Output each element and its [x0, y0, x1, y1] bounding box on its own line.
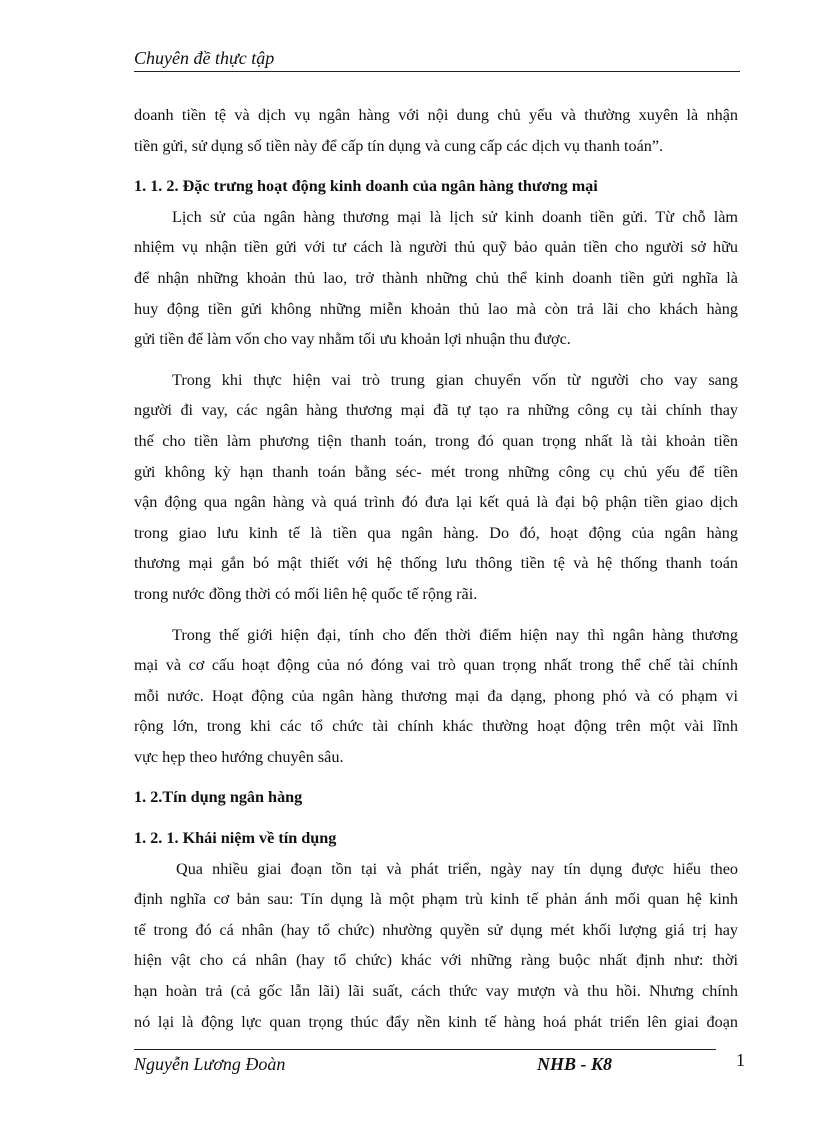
text-line: người đi vay, các ngân hàng thương mại đã tự tạo ra những công cụ tài chính thay — [134, 401, 738, 420]
text-line: hạn hoàn trả (cả gốc lẫn lãi) lãi suất, cách thức vay mượn và thu hồi. Nhưng chính — [134, 982, 738, 1001]
text-line: trong nước đồng thời có mối liên hệ quốc tế rộng rãi. — [134, 584, 478, 603]
text-line: thương mại gắn bó mật thiết với hệ thống lưu thông tiền tệ và hệ thống thanh toán — [134, 554, 738, 573]
text-line: tế trong đó cá nhân (hay tổ chức) nhường quyền sử dụng mét khối lượng giá trị hay — [134, 920, 738, 939]
text-line: hiện vật cho cá nhân (hay tổ chức) khác với những ràng buộc nhất định như: thời — [134, 951, 738, 970]
text-line: mại và cơ cấu hoạt động của nó đóng vai trò quan trọng nhất trong thể chế tài chính — [134, 656, 738, 675]
text-line: Qua nhiều giai đoạn tồn tại và phát triển, ngày nay tín dụng được hiểu theo — [176, 859, 738, 878]
footer-divider — [134, 1049, 716, 1050]
text-line: Lịch sử của ngân hàng thương mại là lịch sử kinh doanh tiền gửi. Từ chỗ làm — [172, 207, 738, 226]
text-line: vận động qua ngân hàng và quá trình đó đưa lại kết quả là đại bộ phận tiền giao dịch — [134, 493, 738, 512]
text-line: nó lại là động lực quan trọng thúc đẩy nền kinh tế hàng hoá phát triển lên giai đoạn — [134, 1012, 738, 1031]
text-line: Trong thế giới hiện đại, tính cho đến thời điểm hiện nay thì ngân hàng thương — [172, 625, 738, 644]
text-line: để nhận những khoản thủ lao, trở thành những chủ thể kinh doanh tiền gửi nghĩa là — [134, 268, 738, 287]
text-line: nhiệm vụ nhận tiền gửi với tư cách là người thủ quỹ bảo quản tiền cho người sở hữu — [134, 238, 738, 257]
section-heading-1-2-1: 1. 2. 1. Khái niệm về tín dụng — [134, 829, 337, 848]
footer-author: Nguyễn Lương Đoàn — [134, 1054, 286, 1074]
text-line: trong giao lưu kinh tế là tiền qua ngân hàng. Do đó, hoạt động của ngân hàng — [134, 523, 738, 542]
footer-class: NHB - K8 — [537, 1054, 613, 1074]
page-number: 1 — [736, 1050, 745, 1070]
text-line: huy động tiền gửi không những miễn khoản thủ lao mà còn trả lãi cho khách hàng — [134, 299, 738, 318]
text-line: gửi không kỳ hạn thanh toán bằng séc- mét trong những công cụ chủ yếu để tiền — [134, 462, 738, 481]
document-body — [134, 100, 738, 1037]
text-line: doanh tiền tệ và dịch vụ ngân hàng với nội dung chủ yếu và thường xuyên là nhận — [134, 106, 738, 124]
text-line: thế cho tiền làm phương tiện thanh toán, trong đó quan trọng nhất là tài khoản tiền — [134, 431, 738, 450]
page-header — [134, 48, 740, 72]
text-line: vực hẹp theo hướng chuyên sâu. — [134, 747, 344, 766]
section-heading-1-1-2: 1. 1. 2. Đặc trưng hoạt động kinh doanh của ngân hàng thương mại — [134, 177, 598, 196]
text-line: Trong khi thực hiện vai trò trung gian chuyển vốn từ người cho vay sang — [172, 370, 738, 389]
text-line: định nghĩa cơ bản sau: Tín dụng là một phạm trù kinh tế phản ánh mối quan hệ kinh — [134, 890, 738, 909]
text-line: tiền gửi, sử dụng số tiền này để cấp tín dụng và cung cấp các dịch vụ thanh toán”. — [134, 136, 664, 155]
section-heading-1-2: 1. 2.Tín dụng ngân hàng — [134, 788, 303, 807]
header-title: Chuyên đề thực tập — [134, 48, 275, 68]
text-line: gửi tiền để làm vốn cho vay nhằm tối ưu khoản lợi nhuận thu được. — [134, 330, 571, 349]
text-line: rộng lớn, trong khi các tổ chức tài chính khác thường hoạt động trên một vài lĩnh — [134, 717, 738, 736]
text-line: mỗi nước. Hoạt động của ngân hàng thương mại đa dạng, phong phó và có phạm vi — [134, 686, 738, 705]
